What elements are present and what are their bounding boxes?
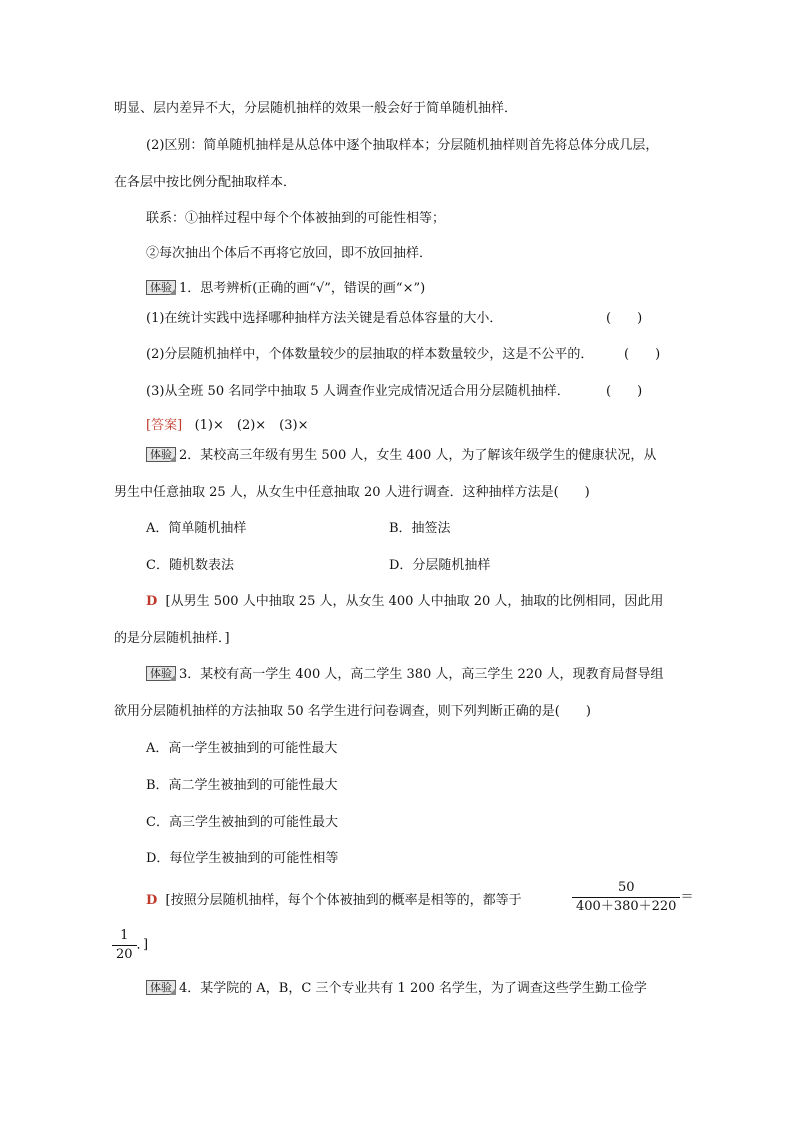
- exercise-1-title: 体验 1．思考辨析(正确的画“√”，错误的画“×”): [146, 280, 425, 298]
- paragraph-line: 联系：①抽样过程中每个个体被抽到的可能性相等；: [146, 211, 446, 226]
- paragraph-line: (2)区别：简单随机抽样是从总体中逐个抽取样本；分层随机抽样则首先将总体分成几层，: [146, 138, 659, 153]
- answer-label: [答案]: [146, 418, 183, 433]
- answer-letter: D: [146, 893, 158, 908]
- experience-badge: 体验: [146, 280, 176, 295]
- answer-letter: D: [146, 594, 158, 609]
- paragraph-line: 在各层中按比例分配抽取样本．: [114, 175, 297, 190]
- answer-line: [答案] (1)× (2)× (3)×: [146, 418, 309, 433]
- option-b: B．高二学生被抽到的可能性最大: [146, 778, 338, 793]
- statement-1: (1)在统计实践中选择哪种抽样方法关键是看总体容量的大小．: [146, 311, 503, 326]
- statement-2: (2)分层随机抽样中，个体数量较少的层抽取的样本数量较少，这是不公平的．: [146, 347, 594, 362]
- paragraph-line: ②每次抽出个体后不再将它放回，即不放回抽样．: [146, 246, 433, 261]
- exercise-3-explanation: D [按照分层随机抽样，每个个体被抽到的概率是相等的，都等于: [146, 893, 522, 908]
- exercise-3-question: 体验 3．某校有高一学生 400 人，高二学生 380 人，高三学生 220 人，现教育局督导组: [146, 666, 664, 684]
- fraction-50-over-1000: $\frac{50}{400+380+220}$ ＝: [572, 880, 693, 915]
- exercise-2-question: 体验 2．某校高三年级有男生 500 人，女生 400 人，为了解该年级学生的健康状况，从: [146, 447, 656, 465]
- fraction-1-over-20: $\frac{1}{20}$ ．]: [112, 928, 148, 963]
- answer-blank: ( ): [606, 384, 643, 399]
- option-d: D．分层随机抽样: [389, 558, 491, 573]
- answer-blank: ( ): [606, 311, 643, 326]
- experience-badge: 体验: [146, 980, 176, 995]
- exercise-4-question: 体验 4．某学院的 A，B，C 三个专业共有 1 200 名学生，为了调查这些学生勤工俭学: [146, 980, 647, 998]
- experience-badge: 体验: [146, 666, 176, 681]
- answer-blank: ( ): [624, 347, 661, 362]
- exercise-2-explanation: D [从男生 500 人中抽取 25 人，从女生 400 人中抽取 20 人，抽取的比例相同，因此用: [146, 594, 664, 609]
- option-a: A．简单随机抽样: [146, 521, 247, 536]
- option-d: D．每位学生被抽到的可能性相等: [146, 851, 339, 866]
- option-a: A．高一学生被抽到的可能性最大: [146, 741, 338, 756]
- exercise-3-question-cont: 欲用分层随机抽样的方法抽取 50 名学生进行问卷调查，则下列判断正确的是( ): [114, 704, 591, 719]
- experience-badge: 体验: [146, 447, 176, 462]
- paragraph-line: 明显、层内差异不大，分层随机抽样的效果一般会好于简单随机抽样．: [114, 101, 518, 116]
- statement-3: (3)从全班 50 名同学中抽取 5 人调查作业完成情况适合用分层随机抽样．: [146, 384, 570, 399]
- exercise-2-explanation-cont: 的是分层随机抽样．]: [114, 631, 230, 646]
- option-c: C．高三学生被抽到的可能性最大: [146, 815, 338, 830]
- exercise-2-question-cont: 男生中任意抽取 25 人，从女生中任意抽取 20 人进行调查．这种抽样方法是( ): [114, 485, 590, 500]
- option-b: B．抽签法: [389, 521, 451, 536]
- option-c: C．随机数表法: [146, 558, 234, 573]
